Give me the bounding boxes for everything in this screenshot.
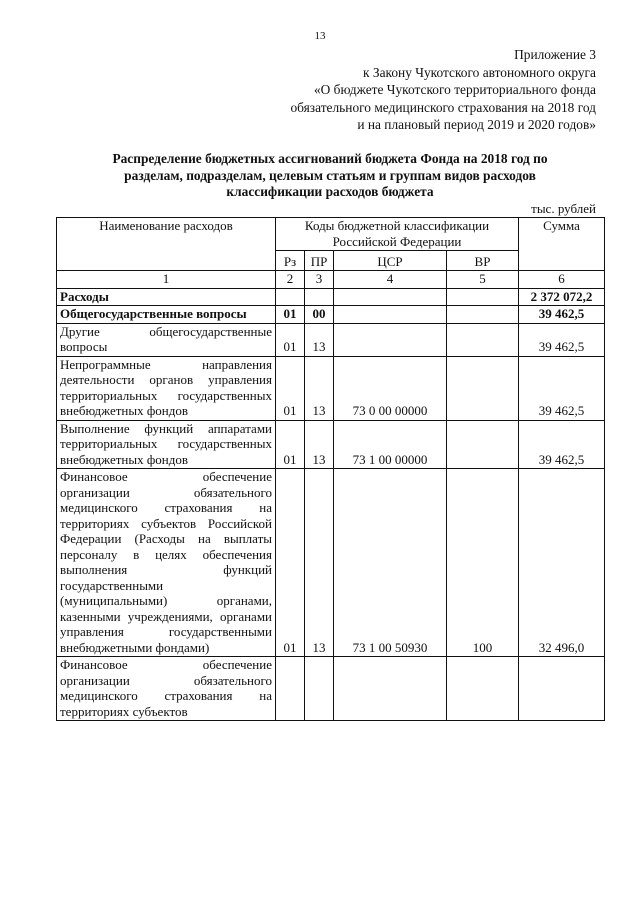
header-sum: Сумма: [519, 218, 605, 271]
row-name: Другие общегосударственные вопросы: [57, 323, 276, 356]
row-pr: 13: [305, 420, 334, 469]
row-pr: 13: [305, 323, 334, 356]
column-number: 5: [447, 271, 519, 289]
column-number: 1: [57, 271, 276, 289]
table-row: [57, 356, 605, 420]
header-vr: ВР: [447, 251, 519, 271]
row-name: Непрограммные направления деятельности органов управления территориальных государственных внебюджетных фондов: [57, 356, 276, 420]
row-csr: 73 1 00 50930: [334, 469, 447, 657]
table-row: [57, 306, 605, 324]
row-pr: 13: [305, 469, 334, 657]
table-row: [57, 657, 605, 721]
row-rz: 01: [276, 323, 305, 356]
row-sum: 39 462,5: [519, 356, 605, 420]
row-rz: 01: [276, 356, 305, 420]
header-csr: ЦСР: [334, 251, 447, 271]
row-sum: 2 372 072,2: [519, 288, 605, 306]
row-vr: [447, 288, 519, 306]
column-number: 6: [519, 271, 605, 289]
row-sum: [519, 657, 605, 721]
column-number: 2: [276, 271, 305, 289]
row-rz: 01: [276, 420, 305, 469]
row-rz: 01: [276, 469, 305, 657]
row-name: Выполнение функций аппаратами территориальных государственных внебюджетных фондов: [57, 420, 276, 469]
table-row: [57, 420, 605, 469]
header-rz: Рз: [276, 251, 305, 271]
annex-line: обязательного медицинского страхования на 2018 год: [290, 99, 596, 115]
row-rz: [276, 288, 305, 306]
row-name: Общегосударственные вопросы: [57, 306, 276, 324]
row-pr: 13: [305, 356, 334, 420]
table-row: [57, 469, 605, 657]
row-pr: 00: [305, 306, 334, 324]
annex-line: к Закону Чукотского автономного округа: [363, 64, 596, 80]
annex-line: «О бюджете Чукотского территориального фонда: [313, 82, 596, 97]
row-vr: [447, 657, 519, 721]
row-vr: [447, 323, 519, 356]
row-csr: 73 0 00 00000: [334, 356, 447, 420]
row-csr: [334, 657, 447, 721]
header-pr: ПР: [305, 251, 334, 271]
title-line: классификации расходов бюджета: [226, 184, 434, 199]
row-name: Расходы: [57, 288, 276, 306]
row-name: Финансовое обеспечение организации обязательного медицинского страхования на территориях субъектов Российской Федерации (Расходы на выплаты персоналу в целях обеспечения выполнения функций государственными (муниципальными) органами, казенными учреждениями, органами управления государственными внебюджетными фондами): [57, 469, 276, 657]
annex-header: [290, 46, 596, 134]
budget-table: [56, 217, 605, 721]
table-header-row: [57, 218, 605, 251]
annex-line: Приложение 3: [514, 47, 596, 62]
row-vr: [447, 420, 519, 469]
row-vr: 100: [447, 469, 519, 657]
row-sum: 32 496,0: [519, 469, 605, 657]
row-sum: 39 462,5: [519, 306, 605, 324]
row-name: Финансовое обеспечение организации обязательного медицинского страхования на территориях субъектов: [57, 657, 276, 721]
column-number: 3: [305, 271, 334, 289]
row-rz: [276, 657, 305, 721]
row-pr: [305, 657, 334, 721]
row-csr: [334, 306, 447, 324]
document-title: [60, 151, 600, 201]
table-row: [57, 288, 605, 306]
title-line: Распределение бюджетных ассигнований бюджета Фонда на 2018 год по: [112, 151, 548, 166]
row-pr: [305, 288, 334, 306]
row-csr: 73 1 00 00000: [334, 420, 447, 469]
row-vr: [447, 306, 519, 324]
header-codes: Коды бюджетной классификации Российской Федерации: [276, 218, 519, 251]
row-sum: 39 462,5: [519, 323, 605, 356]
header-name: Наименование расходов: [57, 218, 276, 271]
unit-label: тыс. рублей: [531, 201, 596, 216]
page-number: 13: [314, 30, 326, 42]
annex-line: и на плановый период 2019 и 2020 годов»: [357, 117, 596, 132]
column-number-row: [57, 271, 605, 289]
row-vr: [447, 356, 519, 420]
title-line: разделам, подразделам, целевым статьям и группам видов расходов: [124, 167, 536, 183]
row-rz: 01: [276, 306, 305, 324]
column-number: 4: [334, 271, 447, 289]
row-sum: 39 462,5: [519, 420, 605, 469]
row-csr: [334, 288, 447, 306]
table-row: [57, 323, 605, 356]
row-csr: [334, 323, 447, 356]
